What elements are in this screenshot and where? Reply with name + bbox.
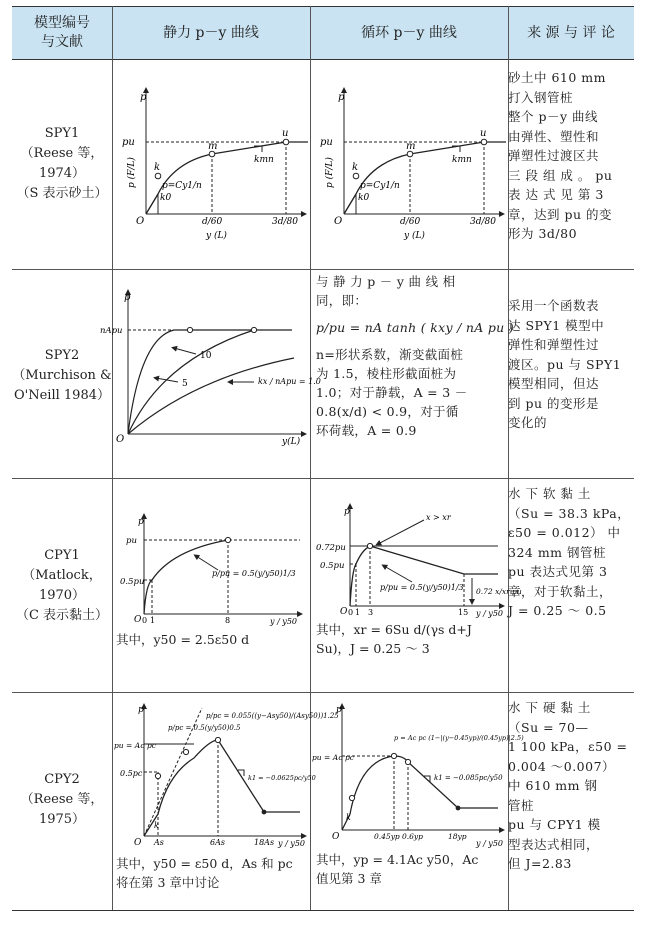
svg-text:O: O (332, 832, 340, 842)
svg-text:k0: k0 (358, 193, 370, 203)
svg-text:0.72pu: 0.72pu (316, 543, 346, 553)
header-source: 来 源 与 评 论 (527, 24, 615, 41)
cpy1-cyclic-chart (312, 482, 522, 618)
cpy2-cyclic-chart (312, 700, 524, 850)
cpy2-cyclic-note: 其中，yp = 4.1Ac y50，Ac 值见第 3 章 (316, 852, 479, 886)
table-bottom-rule (12, 910, 634, 911)
svg-text:p: p (140, 92, 147, 103)
svg-text:As: As (154, 838, 164, 847)
row-divider (12, 269, 634, 270)
svg-text:3: 3 (368, 608, 374, 617)
svg-text:p: p (338, 92, 345, 103)
svg-text:p: p (124, 292, 131, 303)
spy1-cyclic-chart (312, 84, 506, 244)
svg-text:18yp: 18yp (448, 832, 467, 841)
source-spy1: 砂土中 610 mm 打入钢管桩 整个 p－y 曲线 由弹性、塑性和 弹塑性过渡区共 三 段 组 成 。 pu 表 达 式 见 第 3 章，达到 pu 的变 形为 3d/80 (508, 70, 613, 241)
svg-text:O: O (134, 615, 142, 625)
svg-text:kmn: kmn (254, 155, 274, 165)
svg-text:O: O (136, 216, 145, 227)
cpy1-static-chart (114, 512, 308, 628)
svg-text:y (L): y (L) (404, 231, 425, 241)
svg-text:p: p (138, 705, 144, 715)
svg-text:k: k (352, 162, 359, 173)
svg-text:u: u (480, 128, 487, 139)
header-model: 模型编号 与文献 (34, 15, 90, 50)
svg-text:0: 0 (348, 608, 354, 617)
row-divider (12, 692, 634, 693)
svg-text:0.5pu: 0.5pu (320, 561, 345, 571)
svg-text:p (F/L): p (F/L) (127, 157, 137, 188)
source-cpy1: 水 下 软 黏 土 （Su = 38.3 kPa， ε50 = 0.012） 中 324 mm 钢管桩 pu 表达式见第 3 章，对于软黏土， J = 0.25 ～ 0.5 (508, 486, 631, 618)
svg-text:p (F/L): p (F/L) (325, 157, 335, 188)
svg-text:0.5pc: 0.5pc (120, 769, 143, 778)
svg-text:6As: 6As (210, 838, 225, 847)
svg-text:pu = Ас pc: pu = Ас pc (114, 741, 156, 750)
svg-text:p=Cy1/n: p=Cy1/n (162, 181, 202, 191)
svg-text:pu: pu (320, 137, 333, 148)
svg-text:p/pu = 0.5(y/y50)1/3: p/pu = 0.5(y/y50)1/3 (212, 569, 296, 578)
svg-text:k1 = −0.085pc/y50: k1 = −0.085pc/y50 (434, 774, 503, 782)
svg-text:O: O (340, 607, 348, 617)
model-cpy2: CPY2 （Reese 等， 1975） (20, 772, 104, 827)
svg-text:d/60: d/60 (400, 217, 421, 227)
svg-text:3d/80: 3d/80 (272, 217, 298, 227)
svg-text:0.72 x/xr pu: 0.72 x/xr pu (476, 587, 522, 596)
row-divider (12, 478, 634, 479)
svg-text:k: k (346, 813, 351, 822)
svg-text:m: m (208, 141, 218, 152)
svg-text:p: p (344, 507, 350, 517)
svg-text:x > xr: x > xr (426, 513, 451, 522)
svg-text:y(L): y(L) (282, 437, 301, 447)
svg-text:O: O (116, 434, 125, 445)
model-spy1: SPY1 （Reese 等， 1974） （S 表示砂土） (16, 126, 108, 201)
spy2-static-chart (100, 286, 321, 447)
svg-text:10: 10 (200, 351, 212, 361)
svg-text:nApu: nApu (100, 326, 123, 336)
svg-text:p=Cy1/n: p=Cy1/n (360, 181, 400, 191)
svg-text:0.5pu: 0.5pu (120, 577, 145, 587)
svg-text:p/pc = 0.5(y/y50)0.5: p/pc = 0.5(y/y50)0.5 (168, 724, 241, 732)
svg-text:0: 0 (142, 616, 148, 625)
svg-text:1: 1 (150, 616, 156, 625)
svg-text:p = Аc pc (1−|(y−0.45yp)/(0.45: p = Аc pc (1−|(y−0.45yp)/(0.45yp)|2.5) (394, 734, 524, 742)
svg-text:p: p (336, 705, 342, 715)
model-spy2: SPY2 （Murchison & O'Neill 1984） (12, 348, 112, 403)
svg-text:y / y50: y / y50 (270, 617, 297, 626)
svg-text:O: O (134, 838, 142, 848)
svg-text:y / y50: y / y50 (476, 839, 503, 848)
svg-text:m: m (406, 141, 416, 152)
svg-text:u: u (282, 128, 289, 139)
svg-text:p/pc = 0.055((y−Asy50)/(Asy50): p/pc = 0.055((y−Asy50)/(Asy50))1.25 (206, 712, 339, 720)
svg-text:y (L): y (L) (206, 231, 227, 241)
svg-text:kx / nApu = 1.0: kx / nApu = 1.0 (258, 377, 321, 386)
svg-text:y / y50: y / y50 (476, 609, 503, 618)
header-cyclic: 循环 p－y 曲线 (361, 24, 457, 41)
header-static: 静力 p－y 曲线 (163, 24, 259, 41)
source-spy2: 采用一个函数表 达 SPY1 模型中 弹性和弹塑性过 渡区。pu 与 SPY1 模型相同，但达 到 pu 的变形是 变化的 (508, 298, 622, 430)
cpy2-static-note: 其中，y50 = ε50 d，As 和 pc 将在第 3 章中讨论 (116, 856, 293, 890)
source-cpy2: 水 下 硬 黏 土 （Su = 70— 1 100 kPa，ε50 = 0.004 ～0.007） 中 610 mm 钢 管桩 pu 与 CPY1 模 型表达式相同， 但 J=2.83 (508, 700, 628, 871)
svg-text:0.6yp: 0.6yp (402, 832, 423, 841)
svg-text:5: 5 (182, 379, 188, 389)
svg-text:d/60: d/60 (202, 217, 223, 227)
svg-text:k: k (154, 162, 161, 173)
spy2-cyclic-text: 与 静 力 p － y 曲 线 相 同，即： p/pu = nA tanh ( kxy / nA pu ) n=形状系数，渐变截面桩 为 1.5，棱柱形截面桩为 1.0；对于静载，A = 3 － 0.8(x/d) < 0.9，对于循 环荷载，A = 0.9 (316, 274, 514, 438)
svg-text:8: 8 (225, 616, 231, 625)
svg-text:1: 1 (355, 608, 361, 617)
model-cpy1: CPY1 （Matlock， 1970） （C 表示黏土） (15, 548, 109, 623)
svg-text:pu: pu (122, 137, 135, 148)
svg-text:0.45yp: 0.45yp (374, 832, 400, 841)
svg-text:kmn: kmn (452, 155, 472, 165)
svg-text:O: O (334, 216, 343, 227)
spy1-static-chart (114, 84, 308, 244)
svg-text:y / y50: y / y50 (278, 839, 305, 848)
svg-text:3d/80: 3d/80 (470, 217, 496, 227)
svg-text:p: p (138, 517, 144, 527)
table-header (12, 6, 634, 60)
svg-text:18As: 18As (254, 838, 275, 847)
svg-text:pu: pu (126, 536, 137, 546)
svg-text:k0: k0 (160, 193, 172, 203)
cpy1-cyclic-note: 其中，xr = 6Su d/(γs d+J Su)，J = 0.25 ～ 3 (316, 622, 472, 656)
svg-text:pu = Аc pc: pu = Аc pc (312, 753, 354, 762)
svg-text:k: k (154, 821, 159, 830)
svg-text:15: 15 (458, 608, 469, 617)
svg-text:k1 = −0.0625pc/y50: k1 = −0.0625pc/y50 (248, 774, 316, 782)
col-divider (112, 6, 113, 910)
cpy1-static-note: 其中，y50 = 2.5ε50 d (116, 632, 250, 647)
svg-text:p/pu = 0.5(y/y50)1/3: p/pu = 0.5(y/y50)1/3 (380, 583, 464, 592)
